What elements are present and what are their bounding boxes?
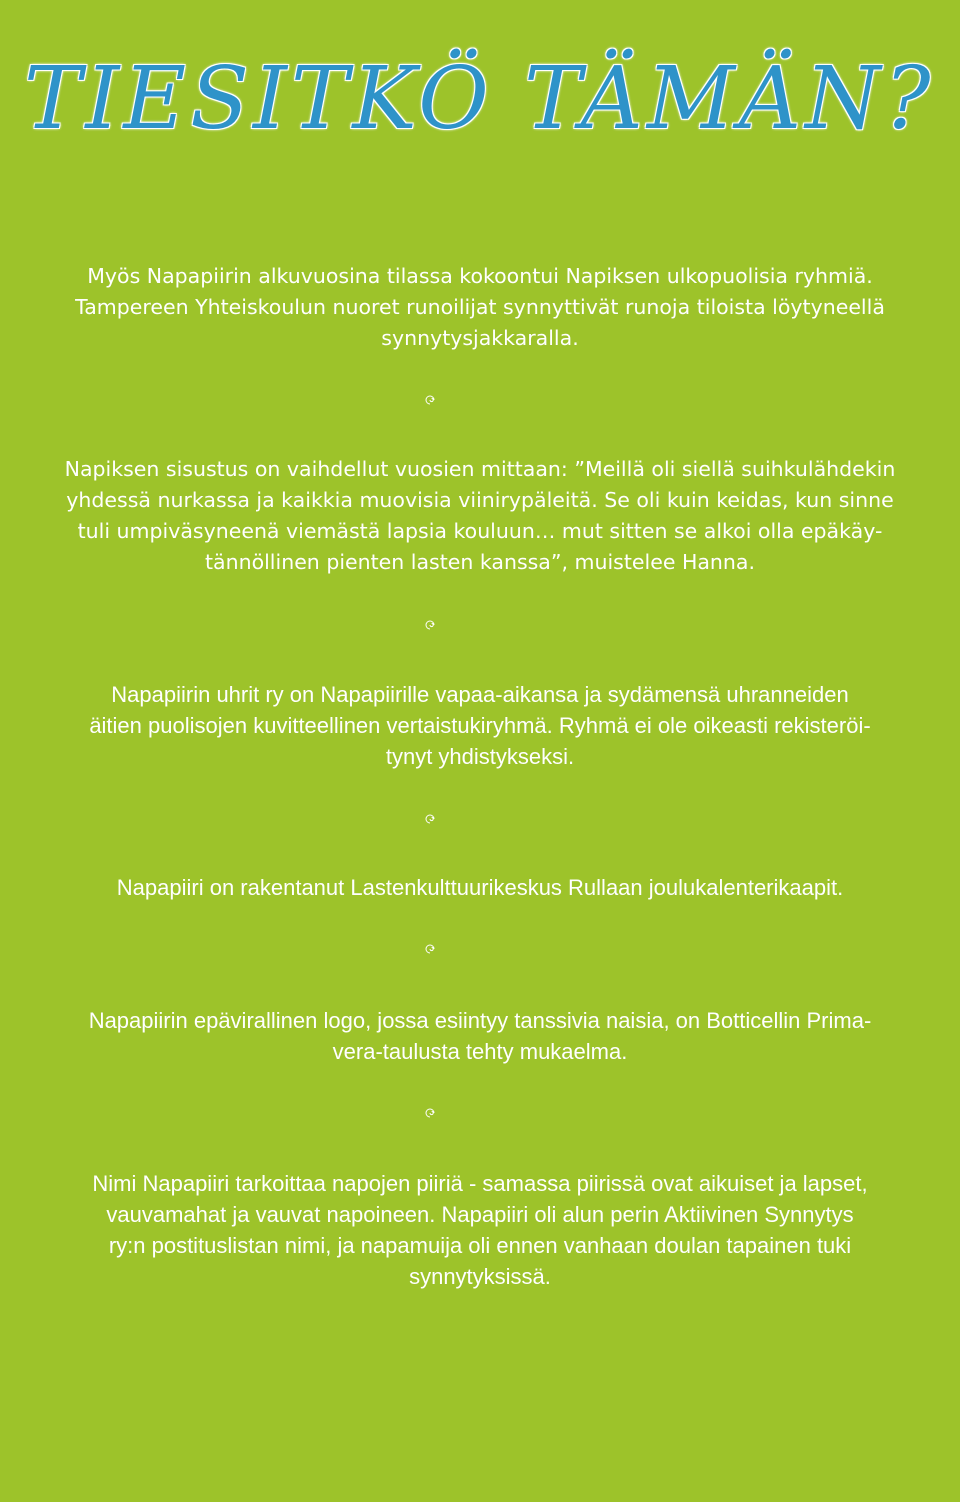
paragraph-line: Napapiirin uhrit ry on Napapiirille vapaa-aikansa ja sydämensä uhranneiden: [111, 682, 849, 707]
paragraph-support-group: [0, 679, 960, 772]
paragraph-calendar: [0, 872, 960, 903]
paragraph-line: tännöllinen pienten lasten kanssa”, muistelee Hanna.: [204, 550, 755, 574]
paragraph-line: Napapiiri on rakentanut Lastenkulttuurikeskus Rullaan joulukalenterikaapit.: [116, 875, 844, 900]
paragraph-interior: [0, 454, 960, 578]
paragraph-line: Nimi Napapiiri tarkoittaa napojen piiriä - samassa piirissä ovat aikuiset ja lapset,: [92, 1171, 868, 1196]
paragraph-line: ry:n postituslistan nimi, ja napamuija oli ennen vanhaan doulan tapainen tuki: [108, 1233, 852, 1258]
paragraph-line: synnytyksissä.: [409, 1264, 551, 1289]
paragraph-line: vera-taulusta tehty mukaelma.: [332, 1039, 628, 1064]
paragraph-line: yhdessä nurkassa ja kaikkia muovisia viinirypäleitä. Se oli kuin keidas, kun sinne: [66, 488, 894, 512]
paragraph-group-meetings: [0, 261, 960, 354]
paragraph-logo: [0, 1005, 960, 1067]
swirl-ornament-icon: [425, 814, 435, 824]
swirl-ornament-icon: [425, 620, 435, 630]
paragraph-line: tuli umpiväsyneenä viemästä lapsia kouluun… mut sitten se alkoi olla epäkäy-: [77, 519, 883, 543]
paragraph-line: Napapiirin epävirallinen logo, jossa esiintyy tanssivia naisia, on Botticellin Prima-: [88, 1008, 872, 1033]
page-title: TIESITKÖ TÄMÄN?: [24, 49, 935, 149]
swirl-ornament-icon: [425, 395, 435, 405]
paragraph-line: tynyt yhdistykseksi.: [385, 744, 575, 769]
swirl-ornament-icon: [425, 1108, 435, 1118]
paragraph-line: Myös Napapiirin alkuvuosina tilassa kokoontui Napiksen ulkopuolisia ryhmiä.: [87, 264, 873, 288]
paragraph-name-origin: [0, 1168, 960, 1292]
paragraph-line: Tampereen Yhteiskoulun nuoret runoilijat synnyttivät runoja tiloista löytyneellä: [75, 295, 885, 319]
paragraph-line: vauvamahat ja vauvat napoineen. Napapiiri oli alun perin Aktiivinen Synnytys: [106, 1202, 854, 1227]
paragraph-line: Napiksen sisustus on vaihdellut vuosien mittaan: ”Meillä oli siellä suihkulähdekin: [64, 457, 896, 481]
paragraph-line: äitien puolisojen kuvitteellinen vertaistukiryhmä. Ryhmä ei ole oikeasti rekisteröi-: [89, 713, 871, 738]
paragraph-line: synnytysjakkaralla.: [381, 326, 579, 350]
swirl-ornament-icon: [425, 944, 435, 954]
